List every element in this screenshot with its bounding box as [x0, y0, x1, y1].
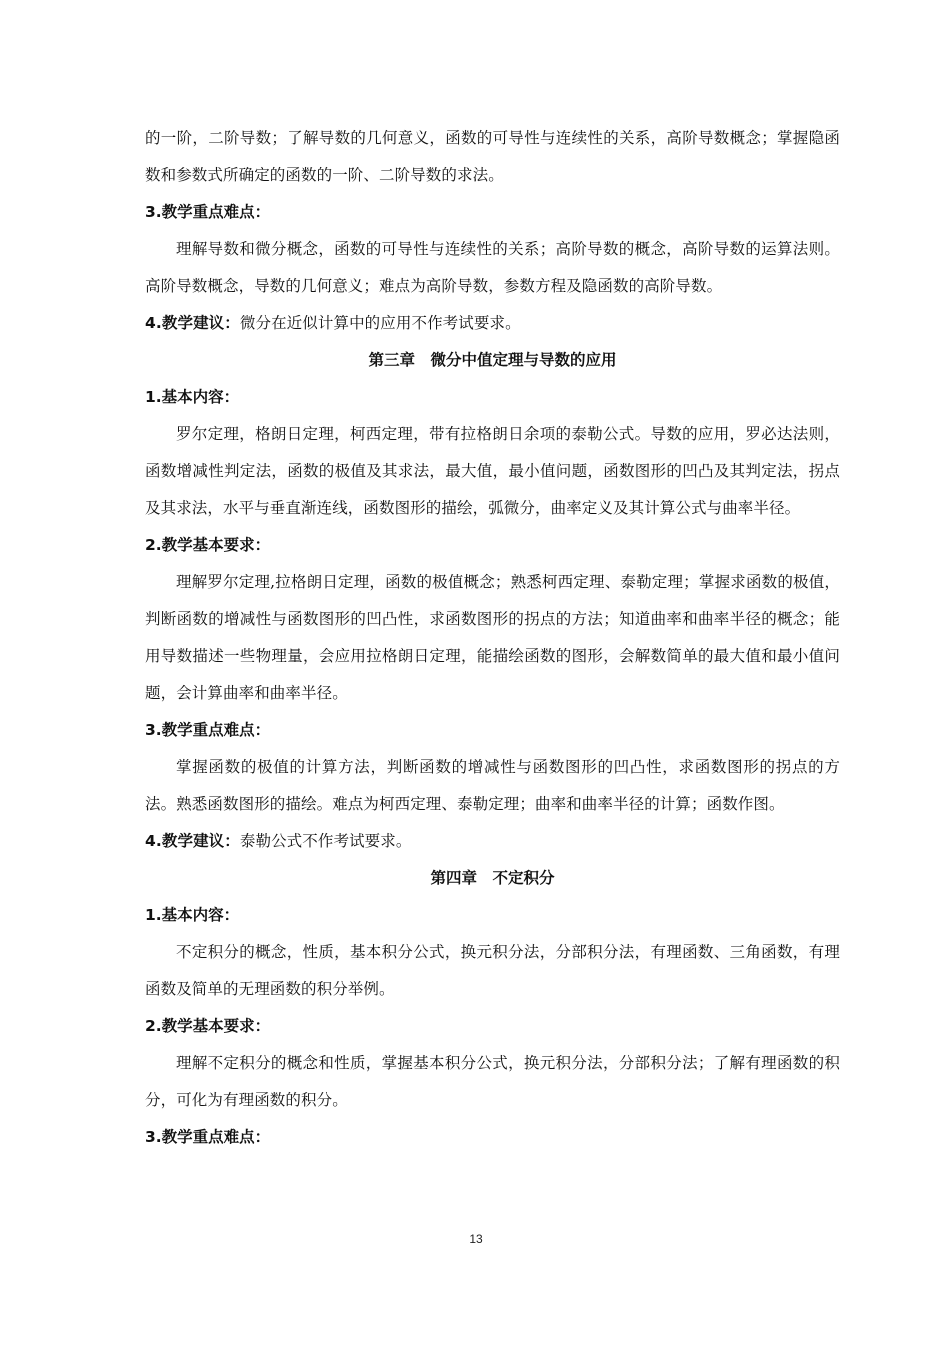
ch4-paragraph-basic-content: 不定积分的概念，性质，基本积分公式，换元积分法，分部积分法，有理函数、三角函数，有理函数及简单的无理函数的积分举例。	[145, 943, 840, 998]
ch3-paragraph-requirements: 理解罗尔定理,拉格朗日定理，函数的极值概念；熟悉柯西定理、泰勒定理；掌握求函数的极值，判断函数的增减性与函数图形的凹凸性，求函数图形的拐点的方法；知道曲率和曲率半径的概念；能用导数描述一些物理量，会应用拉格朗日定理，能描绘函数的图形，会解数简单的最大值和最小值问题，会计算曲率和曲率半径。	[145, 573, 840, 702]
ch4-section-heading-basic-content: 1.基本内容：	[145, 906, 240, 924]
ch3-teaching-suggestion-label: 4.教学建议：	[145, 832, 240, 850]
ch4-section-heading-key-points: 3.教学重点难点：	[145, 1128, 271, 1146]
ch3-section-heading-requirements: 2.教学基本要求：	[145, 536, 271, 554]
ch3-paragraph-basic-content: 罗尔定理，格朗日定理，柯西定理，带有拉格朗日余项的泰勒公式。导数的应用，罗必达法则，函数增减性判定法，函数的极值及其求法，最大值，最小值问题，函数图形的凹凸及其判定法，拐点及其求法，水平与垂直渐连线，函数图形的描绘，弧微分，曲率定义及其计算公式与曲率半径。	[145, 425, 840, 517]
ch2-teaching-suggestion-text: 微分在近似计算中的应用不作考试要求。	[239, 314, 521, 332]
chapter-4-title: 第四章 不定积分	[430, 869, 555, 887]
ch3-section-heading-key-points: 3.教学重点难点：	[145, 721, 271, 739]
page-number: 13	[469, 1232, 483, 1246]
paragraph-intro-continued: 的一阶，二阶导数；了解导数的几何意义，函数的可导性与连续性的关系，高阶导数概念；掌握隐函数和参数式所确定的函数的一阶、二阶导数的求法。	[145, 129, 840, 184]
ch2-teaching-suggestion-label: 4.教学建议：	[145, 314, 240, 332]
ch2-paragraph-key-points: 理解导数和微分概念，函数的可导性与连续性的关系；高阶导数的概念，高阶导数的运算法则。高阶导数概念，导数的几何意义；难点为高阶导数，参数方程及隐函数的高阶导数。	[145, 240, 840, 295]
ch4-paragraph-requirements: 理解不定积分的概念和性质，掌握基本积分公式，换元积分法，分部积分法；了解有理函数的积分，可化为有理函数的积分。	[145, 1054, 840, 1109]
page-content	[145, 120, 840, 1156]
ch2-teaching-suggestion	[145, 305, 840, 342]
ch3-teaching-suggestion	[145, 823, 840, 860]
ch3-section-heading-basic-content: 1.基本内容：	[145, 388, 240, 406]
ch3-paragraph-key-points: 掌握函数的极值的计算方法，判断函数的增减性与函数图形的凹凸性，求函数图形的拐点的方法。熟悉函数图形的描绘。难点为柯西定理、泰勒定理；曲率和曲率半径的计算；函数作图。	[145, 758, 840, 813]
ch2-section-heading-key-points: 3.教学重点难点：	[145, 203, 271, 221]
ch3-teaching-suggestion-text: 泰勒公式不作考试要求。	[239, 832, 412, 850]
chapter-3-title: 第三章 微分中值定理与导数的应用	[368, 351, 617, 369]
ch4-section-heading-requirements: 2.教学基本要求：	[145, 1017, 271, 1035]
